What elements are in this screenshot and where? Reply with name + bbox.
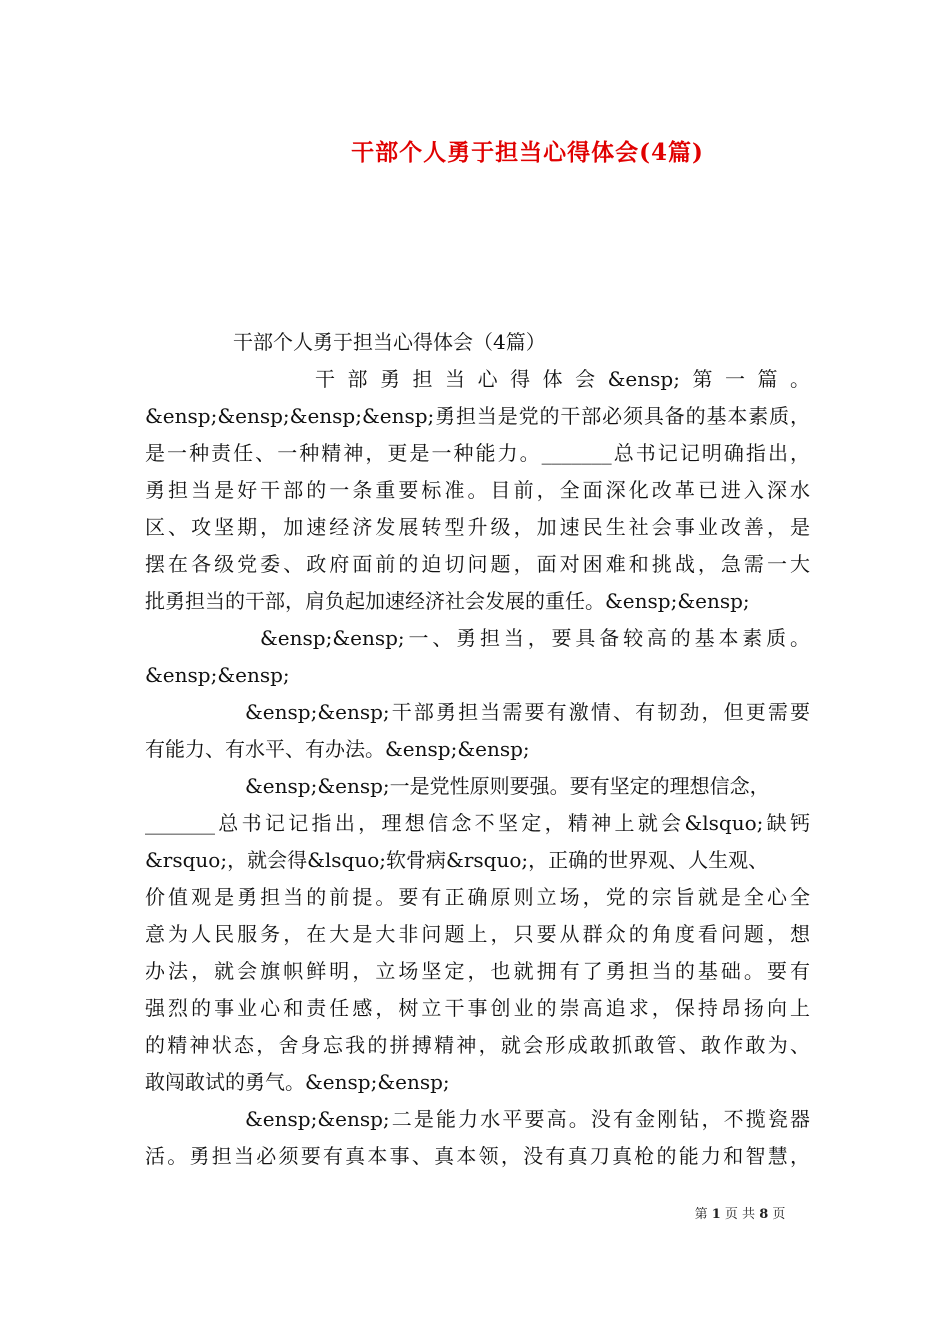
text-line: 价值观是勇担当的前提。要有正确原则立场，党的宗旨就是全心全 bbox=[145, 885, 810, 909]
page-footer bbox=[0, 1203, 950, 1222]
document-body bbox=[145, 324, 810, 1175]
footer-middle: 页 共 bbox=[724, 1207, 756, 1222]
text-line: 强烈的事业心和责任感，树立干事创业的崇高追求，保持昂扬向上 bbox=[145, 996, 810, 1020]
text-line: &ensp;&ensp; bbox=[145, 663, 290, 687]
text-line: 区、攻坚期，加速经济发展转型升级，加速民生社会事业改善，是 bbox=[145, 515, 810, 539]
footer-prefix: 第 bbox=[694, 1207, 708, 1222]
text-line: 意为人民服务，在大是大非问题上，只要从群众的角度看问题，想 bbox=[145, 922, 810, 946]
text-line: 的精神状态，舍身忘我的拼搏精神，就会形成敢抓敢管、敢作敢为、 bbox=[145, 1033, 810, 1057]
footer-total-pages: 8 bbox=[759, 1207, 769, 1222]
text-line: 干部个人勇于担当心得体会（4篇） bbox=[233, 330, 546, 354]
text-line: 摆在各级党委、政府面前的迫切问题，面对困难和挑战，急需一大 bbox=[145, 552, 810, 576]
text-line: &ensp;&ensp;干部勇担当需要有激情、有韧劲，但更需要 bbox=[245, 700, 810, 724]
text-line: &ensp;&ensp;&ensp;&ensp;勇担当是党的干部必须具备的基本素质， bbox=[145, 404, 810, 428]
page-title: 干部个人勇于担当心得体会(4篇) bbox=[351, 139, 704, 166]
text-line: 批勇担当的干部，肩负起加速经济社会发展的重任。&ensp;&ensp; bbox=[145, 589, 750, 613]
text-line: 是一种责任、一种精神，更是一种能力。_______总书记记明确指出， bbox=[145, 441, 810, 465]
text-line: 干部勇担当心得体会&ensp;第一篇。 bbox=[315, 367, 810, 391]
text-line: &rsquo;，就会得&lsquo;软骨病&rsquo;，正确的世界观、人生观、 bbox=[145, 848, 769, 872]
text-line: _______总书记记指出，理想信念不坚定，精神上就会&lsquo;缺钙 bbox=[145, 811, 810, 835]
text-line: 办法，就会旗帜鲜明，立场坚定，也就拥有了勇担当的基础。要有 bbox=[145, 959, 810, 983]
text-line: 活。勇担当必须要有真本事、真本领，没有真刀真枪的能力和智慧， bbox=[145, 1144, 810, 1168]
footer-suffix: 页 bbox=[772, 1207, 786, 1222]
text-line: 敢闯敢试的勇气。&ensp;&ensp; bbox=[145, 1070, 450, 1094]
text-line: &ensp;&ensp;二是能力水平要高。没有金刚钻，不揽瓷器 bbox=[245, 1107, 810, 1131]
text-line: 勇担当是好干部的一条重要标准。目前，全面深化改革已进入深水 bbox=[145, 478, 810, 502]
text-line: &ensp;&ensp;一是党性原则要强。要有坚定的理想信念， bbox=[245, 774, 770, 798]
text-line: 有能力、有水平、有办法。&ensp;&ensp; bbox=[145, 737, 530, 761]
text-line: &ensp;&ensp;一、勇担当，要具备较高的基本素质。 bbox=[260, 626, 810, 650]
footer-page-number: 1 bbox=[711, 1207, 721, 1222]
